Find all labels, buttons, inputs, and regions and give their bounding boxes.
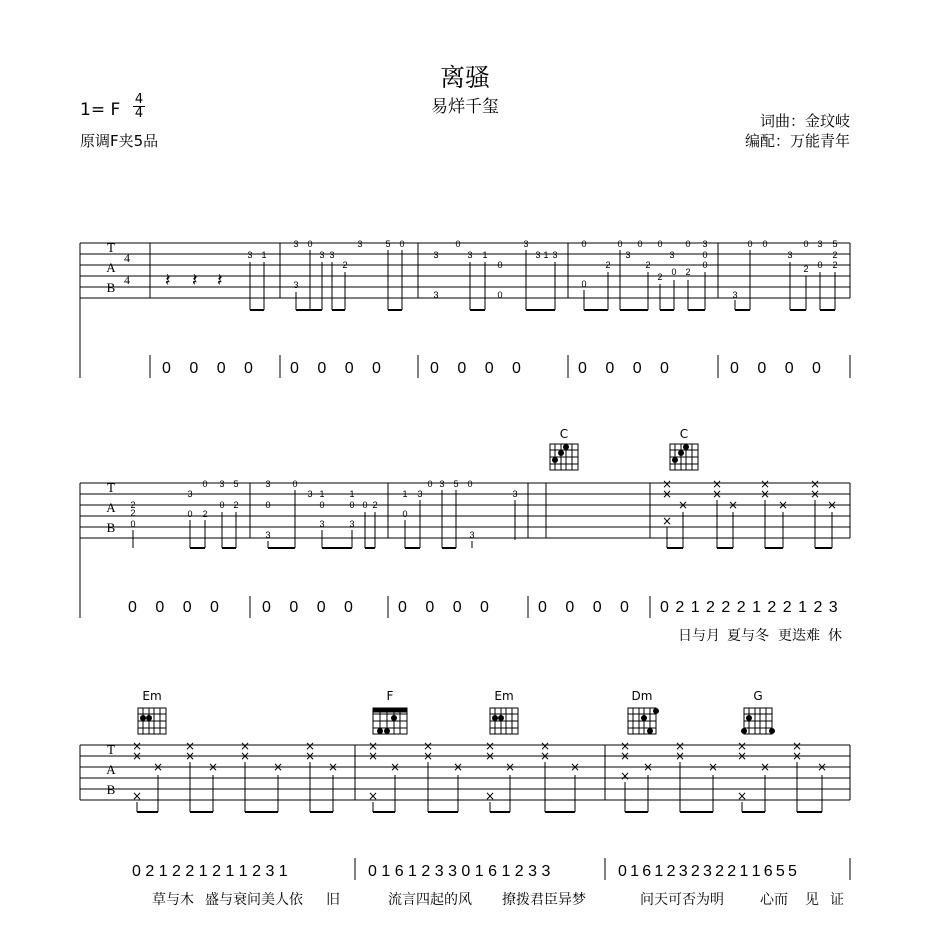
numbered-measure: 0 2 1 2 2 1 2 1 1 2 3 1 — [132, 863, 288, 880]
tab-letter: A — [106, 260, 116, 275]
svg-text:×: × — [661, 514, 673, 528]
svg-text:2: 2 — [605, 260, 611, 270]
tab-letter: A — [106, 500, 116, 515]
chord-name: Dm — [631, 689, 653, 703]
chord-name: Em — [494, 689, 514, 703]
lyric: 撩拨君臣异梦 — [502, 892, 586, 908]
song-title: 离骚 — [439, 63, 490, 92]
numbered-measure: 0 0 0 0 — [398, 599, 496, 616]
svg-text:2: 2 — [832, 250, 838, 260]
svg-text:×: × — [184, 749, 196, 763]
svg-text:×: × — [327, 760, 339, 774]
svg-text:0: 0 — [349, 500, 355, 510]
svg-text:×: × — [452, 760, 464, 774]
svg-text:0: 0 — [219, 500, 225, 510]
svg-text:3: 3 — [535, 250, 541, 260]
chord-diagram-g — [742, 708, 775, 734]
numbered-measure: 0 0 0 0 — [162, 360, 260, 377]
svg-text:×: × — [619, 739, 631, 753]
svg-text:3: 3 — [319, 519, 325, 529]
svg-text:3: 3 — [433, 290, 439, 300]
svg-text:×: × — [131, 749, 143, 763]
svg-text:0: 0 — [747, 239, 753, 249]
svg-text:1: 1 — [543, 250, 549, 260]
svg-text:2: 2 — [685, 267, 691, 277]
svg-text:×: × — [389, 760, 401, 774]
strum-xs-2 — [662, 477, 837, 528]
svg-text:2: 2 — [130, 500, 136, 510]
svg-text:0: 0 — [497, 290, 503, 300]
svg-text:3: 3 — [319, 250, 325, 260]
svg-text:2: 2 — [832, 260, 838, 270]
svg-text:1: 1 — [261, 250, 267, 260]
svg-text:×: × — [367, 749, 379, 763]
svg-text:×: × — [367, 739, 379, 753]
chord-diagram-f — [373, 708, 407, 734]
svg-text:×: × — [736, 749, 748, 763]
svg-text:3: 3 — [523, 239, 529, 249]
svg-text:2: 2 — [130, 508, 136, 518]
svg-text:4: 4 — [124, 251, 130, 265]
arranger: 编配：万能青年 — [744, 132, 850, 150]
svg-text:0: 0 — [202, 479, 208, 489]
svg-text:×: × — [484, 739, 496, 753]
svg-text:3: 3 — [625, 250, 631, 260]
svg-text:×: × — [816, 760, 828, 774]
svg-text:×: × — [661, 477, 673, 491]
svg-text:×: × — [736, 789, 748, 803]
svg-text:1: 1 — [349, 489, 355, 499]
svg-text:×: × — [711, 487, 723, 501]
svg-text:0: 0 — [617, 239, 623, 249]
lyric: 见 — [805, 892, 819, 908]
svg-text:0: 0 — [455, 239, 461, 249]
tab-letter: T — [107, 480, 115, 495]
time-top: 4 — [134, 92, 144, 107]
svg-text:2: 2 — [657, 272, 663, 282]
tab-letter: A — [106, 762, 116, 777]
lyricist-composer: 词曲：金玟岐 — [759, 112, 850, 130]
chord-name: Em — [142, 689, 162, 703]
svg-text:×: × — [674, 739, 686, 753]
svg-text:3: 3 — [417, 489, 423, 499]
svg-text:𝄽: 𝄽 — [165, 270, 171, 291]
svg-text:3: 3 — [552, 250, 558, 260]
svg-text:0: 0 — [702, 250, 708, 260]
svg-text:×: × — [184, 739, 196, 753]
numbered-measure: 0 0 0 0 — [578, 360, 676, 377]
svg-text:×: × — [272, 760, 284, 774]
numbered-measure: 0 0 0 0 — [730, 360, 828, 377]
svg-text:3: 3 — [247, 250, 253, 260]
svg-text:2: 2 — [342, 260, 348, 270]
lyric: 证 — [830, 892, 844, 908]
svg-text:3: 3 — [265, 479, 271, 489]
chord-diagram-em2 — [490, 708, 518, 734]
lyric: 问天可否为明 — [640, 892, 724, 908]
fret-numbers-1 — [247, 239, 837, 300]
svg-text:×: × — [711, 477, 723, 491]
chord-name: C — [679, 427, 689, 441]
capo-info: 原调F夹5品 — [80, 132, 159, 150]
tab-letter: B — [106, 520, 116, 535]
svg-text:×: × — [539, 749, 551, 763]
svg-text:×: × — [569, 760, 581, 774]
svg-text:2: 2 — [372, 500, 378, 510]
tab-letter: B — [106, 280, 116, 295]
chord-name: G — [753, 689, 763, 703]
svg-text:×: × — [809, 477, 821, 491]
svg-text:×: × — [727, 498, 739, 512]
svg-text:3: 3 — [669, 250, 675, 260]
svg-text:3: 3 — [433, 250, 439, 260]
lyric: 旧 — [326, 892, 340, 908]
svg-text:×: × — [239, 739, 251, 753]
svg-text:×: × — [759, 487, 771, 501]
svg-text:3: 3 — [467, 250, 473, 260]
svg-text:3: 3 — [349, 519, 355, 529]
svg-text:×: × — [239, 749, 251, 763]
svg-text:5: 5 — [832, 239, 838, 249]
svg-text:3: 3 — [787, 250, 793, 260]
chord-diagram-c1 — [550, 444, 578, 470]
svg-text:1: 1 — [482, 250, 488, 260]
svg-text:0: 0 — [319, 500, 325, 510]
svg-text:0: 0 — [402, 509, 408, 519]
svg-text:0: 0 — [637, 239, 643, 249]
svg-text:3: 3 — [293, 280, 299, 290]
svg-text:3: 3 — [329, 250, 335, 260]
tab-clef-3 — [106, 742, 116, 797]
svg-text:0: 0 — [292, 479, 298, 489]
chord-diagram-c2 — [670, 444, 698, 470]
svg-text:1: 1 — [319, 489, 325, 499]
svg-text:3: 3 — [439, 479, 445, 489]
svg-text:3: 3 — [817, 239, 823, 249]
svg-text:×: × — [777, 498, 789, 512]
svg-text:0: 0 — [362, 500, 368, 510]
svg-text:0: 0 — [427, 479, 433, 489]
svg-text:×: × — [674, 749, 686, 763]
svg-text:×: × — [826, 498, 838, 512]
svg-text:×: × — [759, 477, 771, 491]
svg-text:0: 0 — [497, 260, 503, 270]
svg-text:0: 0 — [671, 267, 677, 277]
svg-text:×: × — [809, 487, 821, 501]
svg-text:3: 3 — [702, 239, 708, 249]
lyric: 草与木 — [152, 892, 194, 908]
svg-text:1: 1 — [402, 489, 408, 499]
svg-text:5: 5 — [385, 239, 391, 249]
svg-text:2: 2 — [233, 500, 239, 510]
tab-letter: T — [107, 742, 115, 757]
numbered-measure: 0 0 0 0 — [538, 599, 636, 616]
svg-text:×: × — [791, 739, 803, 753]
svg-text:3: 3 — [219, 479, 225, 489]
svg-text:×: × — [484, 789, 496, 803]
svg-text:×: × — [304, 739, 316, 753]
lyric: 心而 — [760, 892, 788, 908]
svg-text:0: 0 — [467, 479, 473, 489]
numbered-measure: 0 0 0 0 — [430, 360, 528, 377]
svg-text:0: 0 — [762, 239, 768, 249]
svg-text:0: 0 — [581, 239, 587, 249]
tab-staff-3 — [80, 745, 850, 800]
lyric: 流言四起的风 — [388, 892, 472, 908]
chord-diagram-em1 — [138, 708, 166, 734]
svg-text:×: × — [484, 749, 496, 763]
lyric: 休 — [828, 628, 842, 644]
svg-text:2: 2 — [645, 260, 651, 270]
svg-text:4: 4 — [124, 273, 130, 287]
svg-text:×: × — [152, 760, 164, 774]
svg-text:×: × — [504, 760, 516, 774]
svg-text:3: 3 — [307, 489, 313, 499]
numbered-measure: 0 2 1 2 2 2 1 2 2 1 2 3 — [660, 599, 839, 616]
svg-text:0: 0 — [399, 239, 405, 249]
svg-text:×: × — [539, 739, 551, 753]
svg-text:3: 3 — [357, 239, 363, 249]
svg-text:×: × — [736, 739, 748, 753]
svg-text:5: 5 — [233, 479, 239, 489]
lyric: 夏与冬 — [727, 628, 769, 644]
lyric: 更迭难 — [778, 628, 820, 644]
svg-text:3: 3 — [187, 489, 193, 499]
lyric: 日与月 — [678, 628, 720, 644]
svg-text:𝄽: 𝄽 — [192, 270, 198, 291]
svg-text:𝄽: 𝄽 — [217, 270, 223, 291]
svg-text:×: × — [791, 749, 803, 763]
svg-text:0: 0 — [265, 500, 271, 510]
svg-text:×: × — [207, 760, 219, 774]
svg-text:0: 0 — [702, 260, 708, 270]
numbered-measure: 0 1 6 1 2 3 3 0 1 6 1 2 3 3 — [368, 863, 551, 880]
svg-text:×: × — [422, 749, 434, 763]
svg-text:×: × — [677, 498, 689, 512]
svg-text:2: 2 — [803, 264, 809, 274]
svg-text:5: 5 — [453, 479, 459, 489]
time-bottom: 4 — [134, 106, 144, 121]
svg-text:0: 0 — [307, 239, 313, 249]
numbered-measure: 0 0 0 0 — [290, 360, 388, 377]
numbered-measure: 0 1 6 1 2 3 2 3 2 2 1 1 6 5 5 — [618, 863, 797, 880]
svg-text:0: 0 — [130, 519, 136, 529]
svg-text:×: × — [642, 760, 654, 774]
svg-text:3: 3 — [265, 530, 271, 540]
artist-name: 易烊千玺 — [431, 97, 499, 117]
svg-text:3: 3 — [469, 530, 475, 540]
svg-text:×: × — [661, 487, 673, 501]
tab-clef-2 — [106, 480, 116, 535]
tab-letter: T — [107, 240, 115, 255]
svg-text:0: 0 — [803, 239, 809, 249]
fret-numbers-2 — [130, 479, 517, 540]
svg-text:×: × — [131, 789, 143, 803]
tab-letter: B — [106, 782, 116, 797]
svg-text:×: × — [759, 760, 771, 774]
numbered-measure: 0 0 0 0 — [262, 599, 360, 616]
chord-name: C — [559, 427, 569, 441]
chord-name: F — [386, 689, 394, 703]
svg-text:×: × — [367, 789, 379, 803]
svg-text:3: 3 — [732, 290, 738, 300]
lyric: 盛与衰问美人依 — [205, 892, 303, 908]
svg-text:0: 0 — [187, 509, 193, 519]
svg-text:3: 3 — [512, 489, 518, 499]
svg-text:×: × — [707, 760, 719, 774]
svg-text:0: 0 — [817, 260, 823, 270]
strum-xs-3 — [132, 739, 827, 803]
svg-text:0: 0 — [685, 239, 691, 249]
svg-text:×: × — [304, 749, 316, 763]
svg-text:0: 0 — [581, 279, 587, 289]
svg-text:0: 0 — [657, 239, 663, 249]
svg-text:2: 2 — [202, 509, 208, 519]
key-signature: 1= F — [80, 100, 121, 120]
rests-1 — [165, 270, 223, 291]
numbered-measure: 0 0 0 0 — [128, 599, 226, 616]
stems-3 — [137, 762, 822, 812]
svg-text:×: × — [619, 769, 631, 783]
svg-text:×: × — [619, 749, 631, 763]
chord-diagram-dm — [628, 708, 659, 734]
svg-text:×: × — [422, 739, 434, 753]
svg-text:×: × — [131, 739, 143, 753]
tab-staff-1 — [80, 243, 850, 378]
svg-text:3: 3 — [293, 239, 299, 249]
